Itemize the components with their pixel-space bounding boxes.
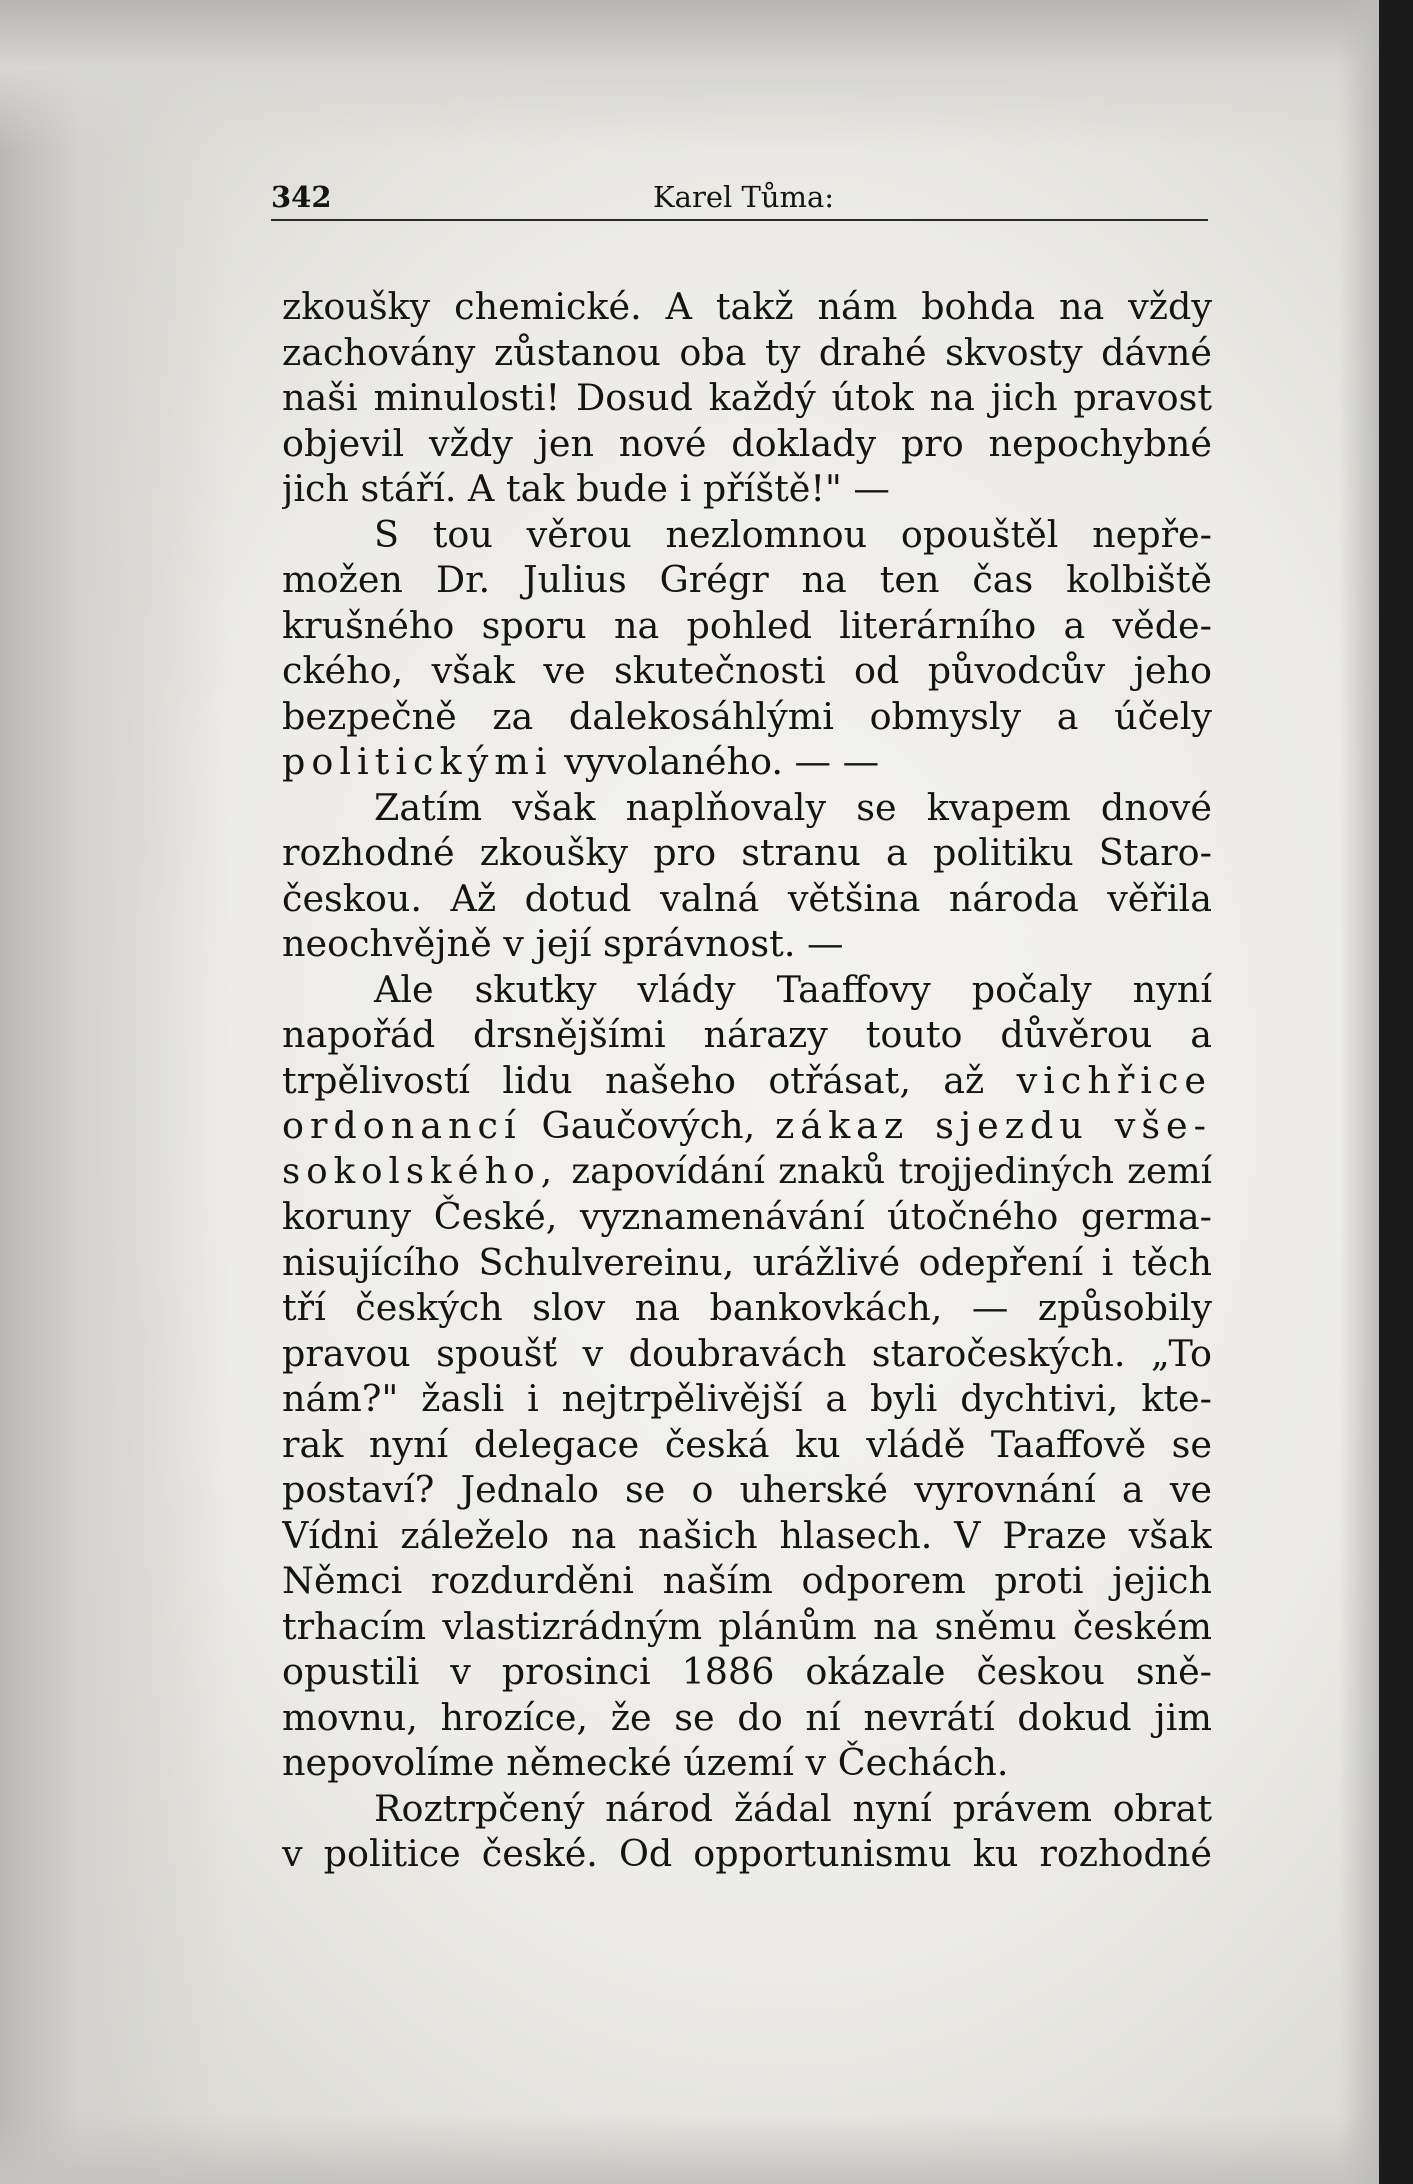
- scan-shadow-top: [0, 0, 1413, 150]
- text-line: postaví? Jednalo se o uherské vyrovnání a ve: [282, 1468, 1212, 1511]
- text-line: opustili v prosinci 1886 okázale českou sně-: [282, 1650, 1212, 1693]
- text-line: neochvějně v její správnost. —: [282, 922, 844, 965]
- text-line: movnu, hrozíce, že se do ní nevrátí dokud jim: [282, 1695, 1212, 1739]
- text-line: možen Dr. Julius Grégr na ten čas kolbiště: [282, 558, 1212, 601]
- spaced-emphasis: politickými: [282, 740, 553, 783]
- text-line: jich stáří. A tak bude i příště!" —: [282, 467, 890, 510]
- text-line: objevil vždy jen nové doklady pro nepochybné: [282, 421, 1212, 465]
- running-head: Karel Tůma:: [653, 180, 835, 214]
- text-line: [282, 739, 1212, 785]
- line-text: vyvolaného. — —: [564, 740, 880, 783]
- spaced-emphasis: zákaz sjezdu vše-: [775, 1104, 1212, 1147]
- text-line: zachovány zůstanou oba ty drahé skvosty dávné: [282, 330, 1212, 374]
- spaced-emphasis: vichřice: [1016, 1058, 1212, 1102]
- text-line: trhacím vlastizrádným plánům na sněmu českém: [282, 1604, 1212, 1648]
- text-line: [282, 1149, 1212, 1195]
- text-line: pravou spoušť v doubravách staročeských. „To: [282, 1331, 1212, 1375]
- text-line: [282, 1103, 1212, 1149]
- line-text: trpělivostí lidu našeho otřásat, až: [282, 1058, 985, 1102]
- text-line: nám?" žasli i nejtrpělivější a byli dychtivi, kte-: [282, 1377, 1212, 1420]
- text-line: Vídni záleželo na našich hlasech. V Praze však: [282, 1513, 1212, 1557]
- text-line: zkoušky chemické. A takž nám bohda na vždy: [282, 285, 1212, 328]
- body-text: [282, 284, 1212, 1877]
- scan-border-right: [1379, 0, 1413, 2184]
- scan-shadow-left: [0, 0, 230, 2184]
- text-line: rak nyní delegace česká ku vládě Taaffově se: [282, 1422, 1212, 1466]
- spaced-emphasis: ordonancí: [282, 1104, 522, 1147]
- text-line: nisujícího Schulvereinu, urážlivé odepření i těch: [282, 1240, 1212, 1284]
- text-line: napořád drsnějšími nárazy touto důvěrou a: [282, 1013, 1212, 1056]
- line-text: zapovídání znaků trojjediných zemí: [571, 1150, 1212, 1192]
- text-line: Němci rozdurděni naším odporem proti jejich: [282, 1559, 1212, 1602]
- spaced-emphasis: sokolského,: [282, 1150, 559, 1192]
- text-line: bezpečně za dalekosáhlými obmysly a účely: [282, 694, 1212, 738]
- text-line: českou. Až dotud valná většina národa věřila: [282, 876, 1212, 920]
- text-line: rozhodné zkoušky pro stranu a politiku Staro-: [282, 831, 1212, 874]
- text-line: koruny České, vyznamenávání útočného germa-: [282, 1195, 1212, 1238]
- scan-shadow-bottom: [0, 2114, 1413, 2184]
- page-number: 342: [271, 180, 332, 214]
- header-rule: [271, 219, 1208, 221]
- text-line: v politice české. Od opportunismu ku rozhodné: [282, 1832, 1212, 1875]
- paragraph-start-line: S tou věrou nezlomnou opouštěl nepře-: [374, 512, 1212, 556]
- paragraph-start-line: Ale skutky vlády Taaffovy počaly nyní: [374, 967, 1212, 1011]
- paragraph-start-line: Roztrpčený národ žádal nyní právem obrat: [374, 1786, 1212, 1830]
- scan-shadow-right: [1339, 0, 1379, 2184]
- text-line: tří českých slov na bankovkách, — způsobily: [282, 1286, 1212, 1329]
- text-line: naši minulosti! Dosud každý útok na jich pravost: [282, 376, 1212, 419]
- paragraph-start-line: Zatím však naplňovaly se kvapem dnové: [374, 785, 1212, 829]
- line-text: Gaučových,: [541, 1104, 756, 1147]
- text-line: ckého, však ve skutečnosti od původcův jeho: [282, 649, 1212, 692]
- text-line: nepovolíme německé území v Čechách.: [282, 1741, 1009, 1784]
- text-line: krušného sporu na pohled literárního a věde-: [282, 603, 1212, 647]
- text-line: [282, 1058, 1212, 1104]
